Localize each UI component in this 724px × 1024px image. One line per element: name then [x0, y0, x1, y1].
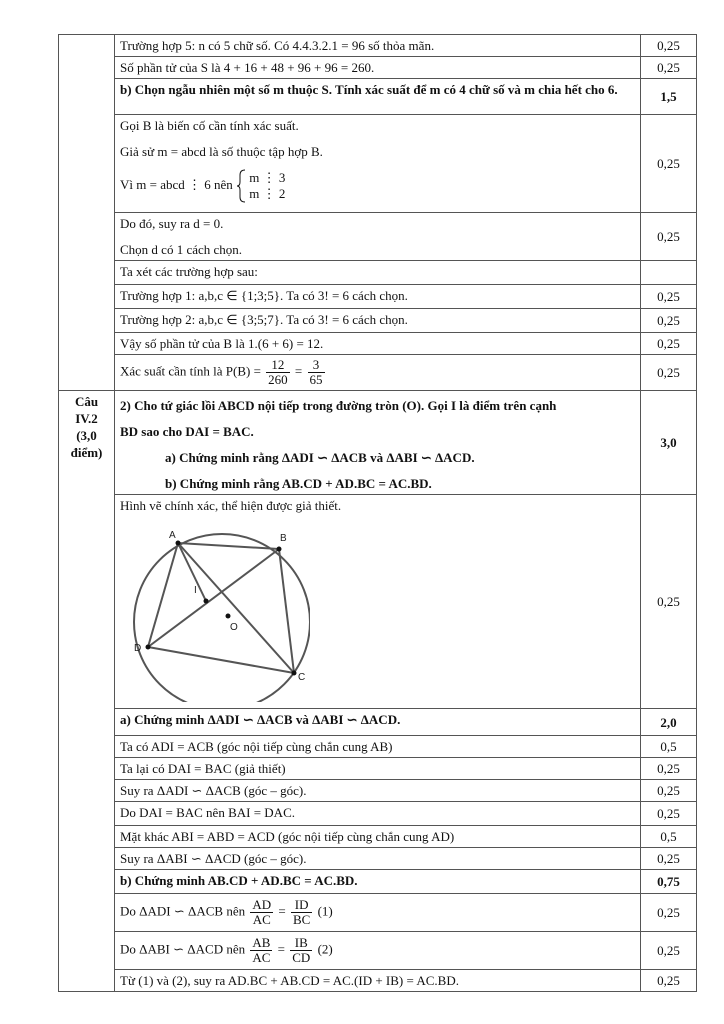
text-fragment: Xác suất cần tính là P(B) = — [120, 363, 261, 379]
row-text: Từ (1) và (2), suy ra AD.BC + AB.CD = AC.(ID + IB) = AC.BD. — [115, 970, 641, 992]
equals-sign: = — [294, 363, 303, 379]
question-heading-block — [115, 391, 641, 495]
equation-number: (1) — [317, 903, 333, 919]
fraction — [308, 358, 325, 387]
table-row — [59, 79, 697, 115]
row-text-block — [115, 115, 641, 213]
table-row — [59, 391, 697, 495]
table-row — [59, 848, 697, 870]
table-row — [59, 213, 697, 261]
row-text-block — [115, 894, 641, 932]
text-line: 2) Cho tứ giác lồi ABCD nội tiếp trong đường tròn (O). Gọi I là điểm trên cạnh — [120, 398, 557, 413]
row-text: Suy ra ΔABI ∽ ΔACD (góc – góc). — [115, 848, 641, 870]
equals-sign: = — [277, 941, 286, 957]
row-text: Ta lại có DAI = BAC (giả thiết) — [115, 758, 641, 780]
condition-item: m ⋮ 3 — [249, 170, 286, 185]
numerator: 12 — [266, 358, 290, 373]
row-text: Trường hợp 5: n có 5 chữ số. Có 4.4.3.2.1 = 96 số thỏa mãn. — [115, 35, 641, 57]
numerator: 3 — [308, 358, 325, 373]
row-text: Số phần tử của S là 4 + 16 + 48 + 96 + 96 = 260. — [115, 57, 641, 79]
text-fragment: Vì m = abcd ⋮ 6 nên — [120, 176, 233, 192]
table-row — [59, 758, 697, 780]
score-cell: 0,25 — [641, 213, 697, 261]
score-cell: 0,25 — [641, 802, 697, 826]
table-row — [59, 970, 697, 992]
table-row — [59, 261, 697, 285]
table-row — [59, 57, 697, 79]
fraction — [291, 898, 312, 927]
fraction — [250, 936, 272, 965]
table-row — [59, 285, 697, 309]
score-cell: 2,0 — [641, 709, 697, 736]
condition-item: m ⋮ 2 — [249, 186, 286, 201]
table-row — [59, 870, 697, 894]
section-label-line: điểm) — [70, 445, 103, 460]
denominator: 65 — [309, 372, 323, 387]
label-c: C — [298, 672, 306, 683]
table-row — [59, 333, 697, 355]
section-cell-iv2 — [59, 391, 115, 992]
table-row — [59, 355, 697, 391]
score-cell: 0,25 — [641, 894, 697, 932]
denominator: AC — [252, 950, 271, 965]
section-label-line: Câu — [74, 394, 99, 409]
row-text: Suy ra ΔADI ∽ ΔACB (góc – góc). — [115, 780, 641, 802]
point-b — [277, 547, 282, 552]
text-line: Gọi B là biến cố cần tính xác suất. — [120, 118, 299, 133]
brace-icon — [236, 169, 246, 203]
score-cell: 0,25 — [641, 285, 697, 309]
table-row — [59, 495, 697, 709]
geometry-figure — [120, 522, 310, 702]
table-row — [59, 35, 697, 57]
numerator: ID — [291, 898, 312, 913]
row-text: Mặt khác ABI = ABD = ACD (góc nội tiếp cùng chắn cung AD) — [115, 826, 641, 848]
table-row — [59, 309, 697, 333]
row-text-block — [115, 355, 641, 391]
score-cell: 0,25 — [641, 35, 697, 57]
score-cell: 0,25 — [641, 115, 697, 213]
sub-heading: b) Chứng minh AB.CD + AD.BC = AC.BD. — [115, 870, 641, 894]
segment-cd — [148, 647, 294, 673]
segment-bd — [148, 549, 279, 647]
grading-table — [58, 34, 697, 992]
score-cell: 0,25 — [641, 333, 697, 355]
label-a: A — [169, 530, 176, 541]
row-text-block — [115, 932, 641, 970]
score-cell: 0,25 — [641, 848, 697, 870]
table-row — [59, 115, 697, 213]
text-line: b) Chứng minh rằng AB.CD + AD.BC = AC.BD. — [165, 476, 432, 491]
label-d: D — [134, 643, 142, 654]
segment-ai — [178, 543, 206, 601]
point-d — [146, 645, 151, 650]
row-text: Ta có ADI = ACB (góc nội tiếp cùng chắn cung AB) — [115, 736, 641, 758]
score-cell — [641, 261, 697, 285]
numerator: IB — [290, 936, 312, 951]
score-cell: 0,25 — [641, 970, 697, 992]
fraction — [250, 898, 273, 927]
table-row — [59, 894, 697, 932]
score-cell: 0,25 — [641, 932, 697, 970]
table-row — [59, 932, 697, 970]
score-cell: 0,25 — [641, 57, 697, 79]
text-fragment: Do ΔABI ∽ ΔACD nên — [120, 941, 246, 957]
segment-da — [148, 543, 178, 647]
row-text: Trường hợp 2: a,b,c ∈ {3;5;7}. Ta có 3! = 6 cách chọn. — [115, 309, 641, 333]
table-row — [59, 736, 697, 758]
score-cell: 0,25 — [641, 758, 697, 780]
score-cell: 0,5 — [641, 736, 697, 758]
row-text: Trường hợp 1: a,b,c ∈ {1;3;5}. Ta có 3! = 6 cách chọn. — [115, 285, 641, 309]
score-cell: 0,5 — [641, 826, 697, 848]
numerator: AD — [252, 897, 272, 912]
point-i — [204, 599, 209, 604]
score-cell: 0,75 — [641, 870, 697, 894]
point-c — [292, 671, 297, 676]
label-o: O — [230, 622, 238, 633]
section-cell-top — [59, 35, 115, 391]
row-text: Do DAI = BAC nên BAI = DAC. — [115, 802, 641, 826]
question-heading: b) Chọn ngẫu nhiên một số m thuộc S. Tính xác suất để m có 4 chữ số và m chia hết cho 6. — [115, 79, 641, 115]
text-fragment: Do ΔADI ∽ ΔACB nên — [120, 903, 246, 919]
fraction — [290, 936, 312, 965]
row-text-block — [115, 213, 641, 261]
table-row — [59, 709, 697, 736]
equation-number: (2) — [317, 941, 333, 957]
equals-sign: = — [278, 903, 286, 919]
text-line — [120, 169, 635, 203]
point-a — [176, 541, 181, 546]
denominator: 260 — [268, 372, 288, 387]
section-label-line: (3,0 — [76, 428, 97, 443]
table-row — [59, 802, 697, 826]
score-cell: 1,5 — [641, 79, 697, 115]
label-b: B — [280, 533, 287, 544]
table-row — [59, 826, 697, 848]
label-i: I — [194, 585, 197, 596]
score-cell: 0,25 — [641, 780, 697, 802]
score-cell: 0,25 — [641, 309, 697, 333]
text-line: Hình vẽ chính xác, thể hiện được giả thiết. — [120, 498, 342, 513]
text-line: Giả sử m = abcd là số thuộc tập hợp B. — [120, 144, 323, 159]
score-cell: 3,0 — [641, 391, 697, 495]
denominator: AC — [252, 912, 271, 927]
segment-ac — [178, 543, 294, 673]
text-line: a) Chứng minh rằng ΔADI ∽ ΔACB và ΔABI ∽ ΔACD. — [165, 450, 475, 465]
denominator: BC — [292, 912, 311, 927]
text-line: BD sao cho DAI = BAC. — [120, 424, 254, 439]
fraction — [266, 358, 290, 387]
text-line: Chọn d có 1 cách chọn. — [120, 242, 243, 257]
row-text-block — [115, 495, 641, 709]
section-label-line: IV.2 — [75, 411, 98, 426]
score-cell: 0,25 — [641, 355, 697, 391]
condition-list — [249, 170, 285, 202]
numerator: AB — [252, 935, 271, 950]
row-text: Vậy số phần tử của B là 1.(6 + 6) = 12. — [115, 333, 641, 355]
circle-o — [134, 534, 310, 702]
table-row — [59, 780, 697, 802]
sub-heading: a) Chứng minh ΔADI ∽ ΔACB và ΔABI ∽ ΔACD. — [115, 709, 641, 736]
row-text: Ta xét các trường hợp sau: — [115, 261, 641, 285]
denominator: CD — [292, 950, 311, 965]
score-cell: 0,25 — [641, 495, 697, 709]
condition-brace — [236, 169, 246, 203]
text-line: Do đó, suy ra d = 0. — [120, 216, 224, 231]
point-o — [226, 614, 231, 619]
